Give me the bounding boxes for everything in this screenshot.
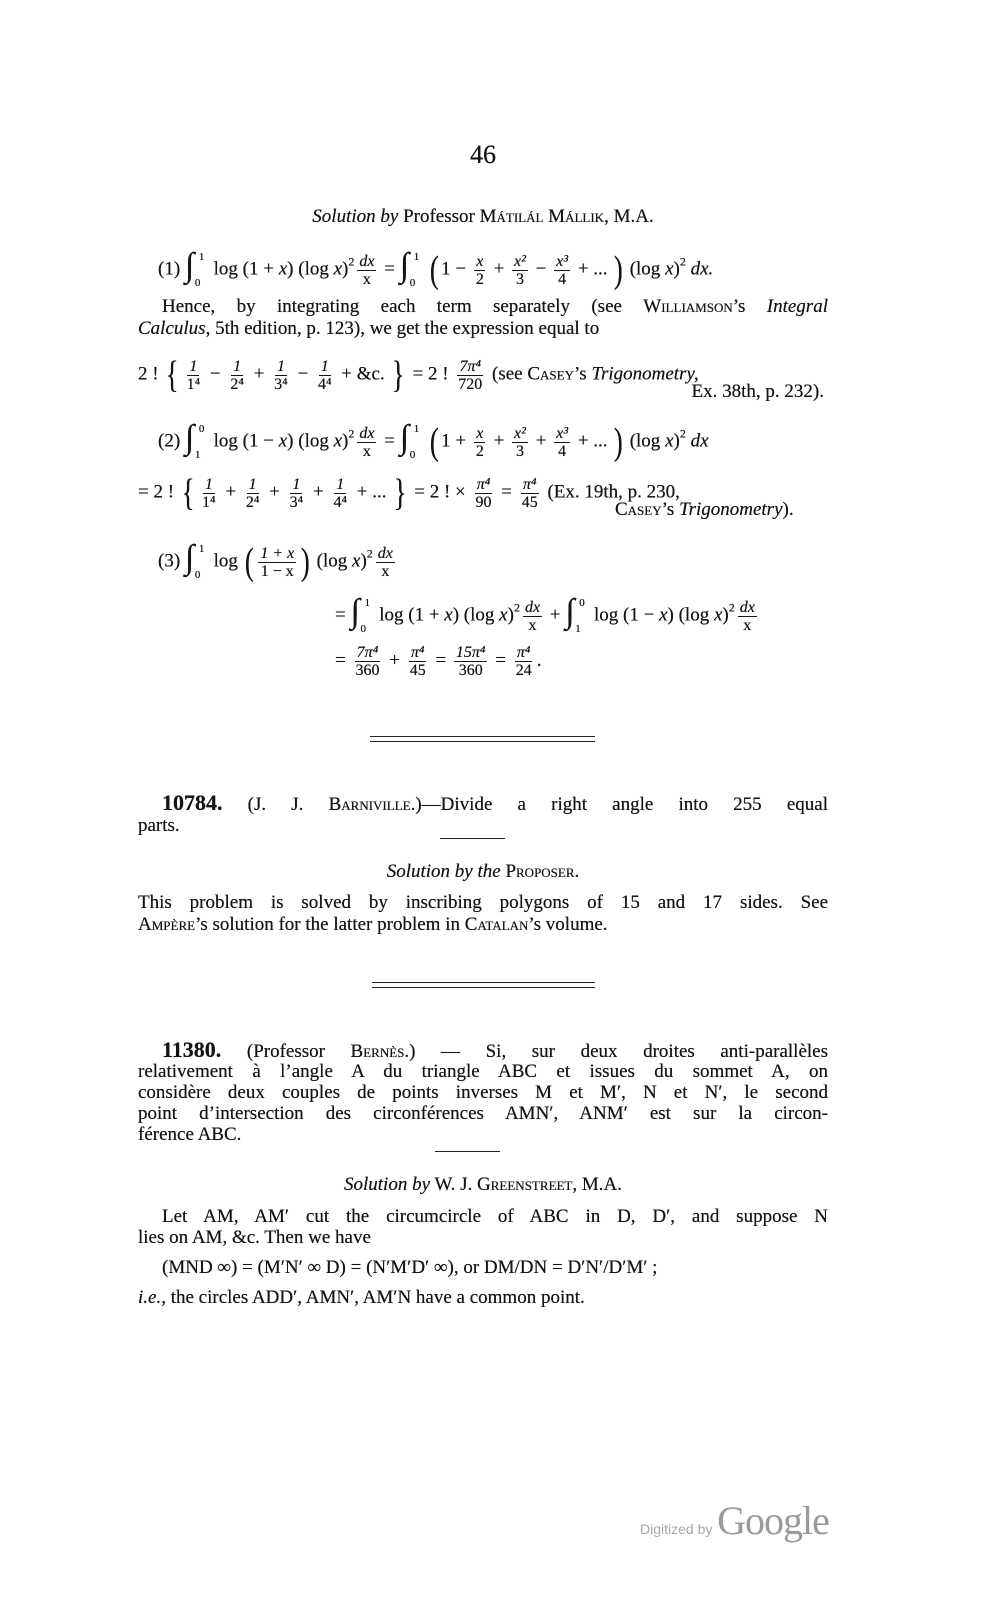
text-run: relativement à l’angle A du triangle ABC et issues du sommet A, on xyxy=(138,1061,828,1082)
denominator: 4⁴ xyxy=(317,375,332,393)
paragraph-line xyxy=(138,1206,828,1228)
integral-symbol: ∫ xyxy=(350,593,360,630)
upper-limit: 0 xyxy=(198,423,205,435)
denominator: 2⁴ xyxy=(230,375,244,393)
numerator: dx xyxy=(377,544,393,562)
denominator: 90 xyxy=(475,493,492,511)
short-divider xyxy=(435,1151,500,1152)
text-run: = 2 ! × xyxy=(409,481,471,503)
solution-heading-proposer xyxy=(138,861,828,883)
bracket: ) xyxy=(614,421,624,463)
section-divider xyxy=(370,741,595,742)
text-run: férence ABC. xyxy=(138,1124,242,1145)
numerator: dx xyxy=(359,424,375,442)
fraction xyxy=(357,253,376,288)
fraction xyxy=(512,253,528,288)
text-run: , 5th edition, p. 123), we get the expression equal to xyxy=(205,318,600,339)
italic-text: dx xyxy=(690,430,709,452)
text-run: ) (log xyxy=(287,430,334,452)
text-run: = 2 ! xyxy=(407,363,454,385)
integral-sign xyxy=(350,594,374,638)
text-run: Professor xyxy=(398,206,480,227)
text-run: + xyxy=(530,430,552,452)
paragraph-line xyxy=(138,914,828,936)
bracket: ( xyxy=(430,249,440,291)
bracket: ) xyxy=(301,541,311,583)
fraction xyxy=(474,253,486,288)
question-11380-line xyxy=(138,1082,828,1104)
upper-limit: 0 xyxy=(579,597,585,609)
small-caps-name: Bernès xyxy=(350,1041,405,1062)
text-run: . xyxy=(574,861,580,882)
text-run: (2) xyxy=(158,430,185,452)
text-run: ) (log xyxy=(667,604,714,626)
numerator: 7π⁴ xyxy=(459,357,482,375)
italic-text: Integral xyxy=(766,296,828,317)
numerator: π⁴ xyxy=(516,644,531,661)
equation-reference xyxy=(615,499,835,521)
integral-symbol: ∫ xyxy=(399,247,410,284)
text-run: (Professor xyxy=(221,1041,351,1062)
text-run: + ... xyxy=(352,481,392,503)
text-run: . xyxy=(536,649,542,671)
text-run: ) xyxy=(673,430,680,452)
digitized-by-google-watermark xyxy=(640,1497,829,1544)
text-run: .) — Si, sur deux droites anti-parallèles xyxy=(404,1041,828,1062)
text-run: W. J. xyxy=(430,1174,478,1195)
numerator: 1 xyxy=(336,475,345,493)
denominator: x xyxy=(743,616,752,634)
text-run: − xyxy=(205,363,226,385)
text-run: = xyxy=(490,649,511,671)
question-11380 xyxy=(138,1039,828,1063)
lower-limit: 1 xyxy=(575,623,581,635)
numerator: 7π⁴ xyxy=(356,644,379,661)
numerator: dx xyxy=(739,598,755,616)
solution-heading-mallik xyxy=(138,206,828,228)
fraction xyxy=(512,425,528,460)
text-run: ). xyxy=(782,499,794,520)
integral-symbol: ∫ xyxy=(184,247,195,284)
denominator: 360 xyxy=(458,662,483,679)
denominator: 2 xyxy=(475,270,484,288)
text-run: + ... xyxy=(573,430,613,452)
fraction xyxy=(523,599,542,634)
superscript: 2 xyxy=(348,254,355,269)
integral-symbol: ∫ xyxy=(184,419,195,456)
italic-text: Solution by xyxy=(344,1174,431,1195)
text-run: − xyxy=(530,258,552,280)
numerator: x xyxy=(476,252,484,270)
text-run: 2 ! xyxy=(138,363,164,385)
upper-limit: 1 xyxy=(413,251,420,263)
problem-number: 11380. xyxy=(162,1037,222,1062)
short-divider xyxy=(440,838,505,839)
italic-text: x xyxy=(665,430,674,452)
text-run: (J. J. xyxy=(222,794,329,815)
superscript: 2 xyxy=(728,600,735,615)
denominator: x xyxy=(362,442,371,460)
page-number: 46 xyxy=(470,140,496,169)
lower-limit: 0 xyxy=(360,623,366,635)
numerator: 1 xyxy=(292,475,301,493)
text-run: (log xyxy=(311,550,353,572)
text-run: + xyxy=(308,481,329,503)
question-11380-line xyxy=(138,1103,828,1125)
text-run: (3) xyxy=(158,550,185,572)
text-run: This problem is solved by inscribing polygons of 15 and 17 sides. See xyxy=(138,892,828,913)
text-run: point d’intersection des circonférences AMN′, ANM′ est sur la circon- xyxy=(138,1103,828,1124)
text-run: = xyxy=(335,604,351,626)
integral-symbol: ∫ xyxy=(399,419,410,456)
text-run: ) xyxy=(360,550,367,572)
problem-number: 10784. xyxy=(162,790,223,815)
text-run: considère deux couples de points inverses M et M′, N et N′, le second xyxy=(138,1082,828,1103)
equation-3 xyxy=(138,540,828,584)
text-run: ’s solution for the latter problem in xyxy=(195,914,465,935)
fraction xyxy=(353,644,381,679)
small-caps-name: Ampère xyxy=(138,914,196,935)
small-caps-name: Catalan xyxy=(464,914,529,935)
italic-text: x xyxy=(278,258,288,280)
text-run: 1 + xyxy=(441,430,471,452)
question-11380-line xyxy=(138,1124,828,1146)
text-run: Hence, by integrating each term separately (see xyxy=(162,296,644,317)
fraction xyxy=(376,545,395,580)
integral-symbol: ∫ xyxy=(565,593,575,630)
section-divider xyxy=(372,987,595,988)
text-run: log (1 − xyxy=(589,604,660,626)
upper-limit: 1 xyxy=(198,251,205,263)
text-run: ) xyxy=(673,258,680,280)
fraction xyxy=(514,644,534,679)
italic-text: x xyxy=(659,604,668,626)
fraction xyxy=(474,425,486,460)
paragraph-line xyxy=(138,1227,828,1249)
small-caps-name: Casey xyxy=(527,363,574,385)
text-run: ) xyxy=(507,604,514,626)
bracket: } xyxy=(392,354,405,396)
text-run: + xyxy=(545,604,566,626)
equation-3-expansion xyxy=(335,594,835,638)
paragraph-line xyxy=(138,1287,828,1309)
text-run: parts. xyxy=(138,815,180,836)
numerator: 1 xyxy=(276,357,285,375)
text-run: (log xyxy=(624,430,666,452)
italic-text: Trigonometry xyxy=(679,499,783,520)
italic-text: Calculus xyxy=(138,318,206,339)
lower-limit: 0 xyxy=(194,277,201,289)
text-run: ) xyxy=(342,258,349,280)
text-run: (Ex. 19th, p. 230, xyxy=(542,481,680,503)
text-run: (MND ∞) = (M′N′ ∞ D) = (N′M′D′ ∞), or DM/DN = D′N′/D′M′ ; xyxy=(162,1257,658,1278)
bracket: { xyxy=(166,354,179,396)
text-run: + &c. xyxy=(336,363,390,385)
numerator: π⁴ xyxy=(522,475,537,493)
text-run: ’s xyxy=(661,499,680,520)
paragraph-line xyxy=(138,892,828,914)
numerator: 1 xyxy=(189,357,198,375)
upper-limit: 1 xyxy=(364,597,370,609)
denominator: 720 xyxy=(458,375,483,393)
numerator: 1 xyxy=(320,357,329,375)
equation-reference xyxy=(138,381,824,403)
text-run: = xyxy=(335,649,351,671)
equation-3-result xyxy=(335,644,835,679)
numerator: 1 xyxy=(248,475,257,493)
text-run: ) xyxy=(342,430,349,452)
upper-limit: 1 xyxy=(413,423,420,435)
text-run: = xyxy=(379,430,400,452)
question-10784-cont xyxy=(138,815,828,837)
numerator: π⁴ xyxy=(410,644,425,661)
paragraph-line xyxy=(138,296,828,318)
text-run: + xyxy=(488,430,510,452)
text-run: = xyxy=(379,258,400,280)
denominator: 1⁴ xyxy=(186,375,201,393)
solution-heading-greenstreet xyxy=(138,1174,828,1196)
denominator: 3 xyxy=(516,442,524,460)
numerator: π⁴ xyxy=(476,475,491,493)
numerator: x³ xyxy=(556,252,569,270)
denominator: 3⁴ xyxy=(289,493,304,511)
numerator: x xyxy=(476,424,484,442)
denominator: 45 xyxy=(409,662,426,679)
text-run: = 2 ! xyxy=(138,481,179,503)
lower-limit: 1 xyxy=(194,449,201,461)
text-run: , M.A. xyxy=(572,1174,622,1195)
small-caps-name: Williamson xyxy=(643,296,733,317)
text-run: (see xyxy=(487,363,528,385)
equation-1 xyxy=(138,248,828,292)
small-caps-name: Greenstreet xyxy=(477,1174,573,1195)
numerator: x² xyxy=(514,252,526,270)
small-caps-name: Mátilál Mállik xyxy=(479,206,605,227)
text-run: log xyxy=(208,550,243,572)
text-run: ’s xyxy=(574,363,592,385)
numerator: 1 + x xyxy=(260,544,295,562)
italic-text: Solution by the xyxy=(386,861,501,882)
fraction xyxy=(200,476,218,511)
section-divider xyxy=(370,736,595,737)
text-run: (log xyxy=(624,258,666,280)
text-run: ’s xyxy=(732,296,767,317)
numerator: 1 xyxy=(204,475,213,493)
text-run: 1 − xyxy=(441,258,471,280)
fraction xyxy=(288,476,306,511)
superscript: 2 xyxy=(679,254,686,269)
fraction xyxy=(331,476,349,511)
italic-text: i.e. xyxy=(138,1287,162,1308)
numerator: 15π⁴ xyxy=(455,644,486,661)
text-run: + xyxy=(220,481,241,503)
small-caps-name: Proposer xyxy=(505,861,575,882)
superscript: 2 xyxy=(366,546,373,561)
denominator: 2⁴ xyxy=(245,493,260,511)
fraction xyxy=(244,476,262,511)
fraction xyxy=(258,545,296,580)
equation-2 xyxy=(138,420,828,464)
text-run: .)—Divide a right angle into 255 equal xyxy=(410,794,828,815)
text-run: + xyxy=(488,258,510,280)
denominator: 24 xyxy=(515,662,532,679)
italic-text: Solution by xyxy=(312,206,399,227)
numerator: x³ xyxy=(556,424,569,442)
bracket: ( xyxy=(430,421,440,463)
bracket: } xyxy=(393,472,407,514)
denominator: 360 xyxy=(355,662,380,679)
section-divider xyxy=(372,982,595,983)
numerator: dx xyxy=(524,598,541,616)
superscript: 2 xyxy=(679,426,686,441)
watermark-prefix: Digitized by xyxy=(640,1521,713,1537)
italic-text: dx. xyxy=(690,258,714,280)
lower-limit: 0 xyxy=(194,569,201,581)
bracket: ) xyxy=(614,249,624,291)
italic-text: x xyxy=(333,430,343,452)
text-run: ) xyxy=(722,604,729,626)
fraction xyxy=(474,476,494,511)
question-10784 xyxy=(138,792,828,816)
integral-sign xyxy=(185,540,209,584)
integral-sign xyxy=(400,248,424,292)
bracket: { xyxy=(181,472,195,514)
denominator: 45 xyxy=(521,493,538,511)
small-caps-name: Barniville xyxy=(328,794,411,815)
text-run: = xyxy=(496,481,517,503)
text-run: ) (log xyxy=(287,258,334,280)
italic-text: x xyxy=(333,258,343,280)
text-run: ’s volume. xyxy=(528,914,608,935)
text-run: log (1 + xyxy=(208,258,279,280)
fraction xyxy=(520,476,540,511)
denominator: 1⁴ xyxy=(202,493,216,511)
text-run: + ... xyxy=(573,258,613,280)
italic-text: x xyxy=(444,604,453,626)
text-run: (1) xyxy=(158,258,185,280)
italic-text: x xyxy=(499,604,508,626)
numerator: dx xyxy=(359,252,375,270)
italic-text: x xyxy=(278,430,288,452)
fraction xyxy=(357,425,376,460)
text-run: , the circles ADD′, AMN′, AM′N have a common point. xyxy=(161,1287,585,1308)
text-run: log (1 + xyxy=(374,604,445,626)
denominator: 3⁴ xyxy=(274,375,288,393)
denominator: 3 xyxy=(516,270,524,288)
text-run: + xyxy=(264,481,285,503)
denominator: 1 − x xyxy=(260,562,294,580)
fraction xyxy=(454,644,488,679)
text-run: + xyxy=(248,363,270,385)
superscript: 2 xyxy=(348,426,355,441)
text-run: , M.A. xyxy=(604,206,654,227)
text-run: Let AM, AM′ cut the circumcircle of ABC in D, D′, and suppose N xyxy=(162,1206,828,1227)
integral-sign xyxy=(185,248,209,292)
paragraph-line xyxy=(138,318,828,340)
text-run: ) (log xyxy=(452,604,500,626)
small-caps-name: Casey xyxy=(615,499,662,520)
denominator: x xyxy=(362,270,371,288)
superscript: 2 xyxy=(513,600,520,615)
text-run: log (1 − xyxy=(208,430,279,452)
fraction xyxy=(554,253,570,288)
fraction xyxy=(408,644,428,679)
integral-sign xyxy=(565,594,589,638)
denominator: 4⁴ xyxy=(333,493,348,511)
text-run: − xyxy=(292,363,313,385)
integral-sign xyxy=(185,420,209,464)
denominator: 4 xyxy=(558,270,567,288)
italic-text: Trigonometry, xyxy=(591,363,699,385)
numerator: 1 xyxy=(233,357,242,375)
upper-limit: 1 xyxy=(198,543,205,555)
cross-ratio-equation xyxy=(138,1257,828,1279)
lower-limit: 0 xyxy=(409,277,416,289)
lower-limit: 0 xyxy=(409,449,416,461)
denominator: x xyxy=(381,562,390,580)
text-run xyxy=(424,430,429,451)
fraction xyxy=(554,425,570,460)
numerator: x² xyxy=(514,424,526,442)
question-11380-line xyxy=(138,1061,828,1083)
text-run: Ex. 38th, p. 232). xyxy=(691,381,824,402)
integral-sign xyxy=(400,420,424,464)
italic-text: x xyxy=(665,258,674,280)
fraction xyxy=(738,599,757,634)
text-run: = xyxy=(430,649,451,671)
text-run xyxy=(424,258,429,279)
denominator: 4 xyxy=(558,442,567,460)
italic-text: x xyxy=(713,604,723,626)
google-logo: Google xyxy=(717,1498,829,1543)
denominator: 2 xyxy=(475,442,484,460)
text-run: lies on AM, &c. Then we have xyxy=(138,1227,371,1248)
integral-symbol: ∫ xyxy=(184,539,195,576)
bracket: ( xyxy=(244,541,254,583)
denominator: x xyxy=(528,616,537,634)
italic-text: x xyxy=(352,550,361,572)
text-run: + xyxy=(384,649,405,671)
